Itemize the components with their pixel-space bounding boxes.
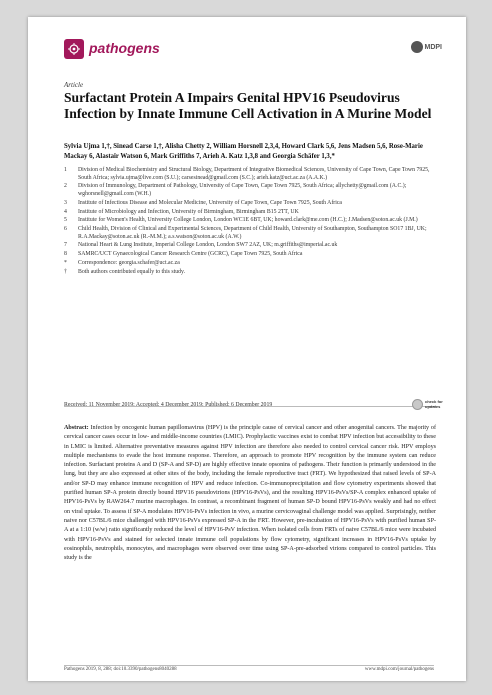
affiliation-text: Institute of Infectious Disease and Molecular Medicine, University of Cape Town, Cape Town 7925, South Africa <box>78 199 342 206</box>
affiliation-marker: 8 <box>64 251 67 258</box>
affiliation-item <box>64 251 436 259</box>
affiliation-item <box>64 269 436 277</box>
affiliation-text: Correspondence: georgia.schafer@uct.ac.za <box>78 260 180 267</box>
affiliation-item <box>64 260 436 268</box>
publisher-name: MDPI <box>424 43 442 51</box>
affiliation-text: Division of Medical Biochemistry and Structural Biology, Department of Integrative Biomedical Sciences, University of Cape Town, Cape Town 7925, South Africa; sylvia.ujma@live.com (S.U.); carsesinead@gmail.com (S.C.); arieh.katz@uct.ac.za (A.A.K.) <box>78 167 430 181</box>
affiliation-marker: 6 <box>64 226 67 233</box>
affiliation-text: Child Health, Division of Clinical and Experimental Sciences, Department of Child Health, University of Southampton, Southampton SO17 1BJ, UK; R.A.Mackay@soton.ac.uk (R.-M.M.); a.s.watson@soton.ac.uk (A.W.) <box>78 226 427 240</box>
footer-citation: Pathogens 2019, 8, 288; doi:10.3390/pathogens8040288 <box>64 667 177 672</box>
affiliation-marker: * <box>64 260 67 267</box>
affiliation-marker: † <box>64 268 67 275</box>
affiliation-item <box>64 209 436 217</box>
author-list: Sylvia Ujma 1,†, Sinead Carse 1,†, Alisha Chetty 2, William Horsnell 2,3,4, Howard Clark 5,6, Jens Madsen 5,6, Rose-Marie Mackay 6, Alastair Watson 6, Mark Griffiths 7, Arieh A. Katz 1,3,8 and Georgia Schäfer 1,3,* <box>64 143 423 160</box>
affiliation-text: SAMRC/UCT Gynaecological Cancer Research Centre (GCRC), Cape Town 7925, South Africa <box>78 251 303 258</box>
check-for-updates-button[interactable] <box>412 394 448 414</box>
journal-name: pathogens <box>89 40 160 56</box>
article-type: Article <box>64 81 84 89</box>
affiliation-marker: 5 <box>64 217 67 224</box>
affiliation-item <box>64 167 436 182</box>
journal-header <box>64 37 442 65</box>
paper-page <box>28 17 466 681</box>
affiliation-marker: 2 <box>64 183 67 190</box>
affiliation-marker: 7 <box>64 242 67 249</box>
history-divider <box>64 406 436 407</box>
affiliation-item <box>64 183 436 198</box>
journal-logo-icon <box>64 39 84 59</box>
publisher-logo <box>411 41 443 53</box>
abstract <box>64 424 436 563</box>
footer-journal-link[interactable]: www.mdpi.com/journal/pathogens <box>364 667 434 672</box>
affiliation-text: Institute for Women's Health, University College London, London WC1E 6BT, UK; howard.clark@me.com (H.C.); J.Madsen@soton.ac.uk (J.M.) <box>78 217 418 224</box>
affiliation-marker: 1 <box>64 167 67 173</box>
affiliation-item <box>64 242 436 250</box>
abstract-label: Abstract: <box>64 425 89 431</box>
affiliation-text: Division of Immunology, Department of Pathology, University of Cape Town, Cape Town 7925, South Africa; allychetty@gmail.com (A.C.); wghorsnell@gmail.com (W.H.) <box>78 183 407 197</box>
updates-label: check for updates <box>425 399 443 409</box>
affiliation-item <box>64 200 436 208</box>
affiliation-item <box>64 226 436 241</box>
affiliation-marker: 4 <box>64 208 67 215</box>
mdpi-logo-icon <box>411 41 423 53</box>
page-content <box>64 37 443 562</box>
updates-icon <box>412 399 423 410</box>
affiliation-item <box>64 217 436 225</box>
abstract-text: Infection by oncogenic human papillomavirus (HPV) is the principle cause of cervical cancer and other anogenital cancers. The majority of cervical cancer cases occur in low- and middle-income countries (LMIC). Prophylactic vaccines exist to combat HPV infection but accessibility to these in LMIC is limited. Alternative preventative measures against HPV infection are therefore also needed to control cervical cancer risk. HPV employs multiple mechanisms to evade the host immune response. Therefore, an approach to promote HPV recognition by the immune system can reduce infection. Surfactant proteins A and D (SP-A and SP-D) are highly effective innate opsonins of pathogens. Their function is primarily understood in the lung, but they are also expressed at other sites of the body, including the female reproductive tract (FRT). We hypothesized that raised levels of SP-A and/or SP-D may enhance immune recognition of HPV and reduce infection. Co-immunoprecipitation and flow cytometry experiments showed that purified human SP-A protein directly bound HPV16 pseudovirions (HPV16-PsVs), and the resulting HPV16-PsVs/SP-A complex enhanced uptake of HPV16-PsVs by RAW264.7 murine macrophages. In contrast, a recombinant fragment of human SP-D bound HPV16-PsVs weakly and had no effect on viral uptake. To assess if SP-A modulates HPV16-PsVs infection in vivo, a murine cervicovaginal challenge model was applied. Surprisingly, neither naive nor C57BL/6 mice challenged with HPV16-PsVs expressed SP-A in the FRT. However, pre-incubation of HPV16-PsVs with purified human SP-A at a 1:10 (w/w) ratio significantly reduced the level of HPV16-PsV infection. When isolated cells from FRTs of naive C57BL/6 mice were incubated with HPV16-PsVs and stained for selected innate immune cell populations by flow cytometry, significant increases in HPV16-PsVs uptake by eosinophils, neutrophils, monocytes, and macrophages were observed over time using SP-A-pre-adsorbed virions compared to control particles. This study is the <box>64 425 436 562</box>
publication-history: Received: 11 November 2019; Accepted: 4 December 2019; Published: 6 December 2019 <box>64 402 273 408</box>
affiliation-list <box>64 167 436 278</box>
affiliation-text: Both authors contributed equally to this study. <box>78 268 186 275</box>
affiliation-text: National Heart & Lung Institute, Imperial College London, London SW7 2AZ, UK; m.griffiths@imperial.ac.uk <box>78 242 338 249</box>
article-title: Surfactant Protein A Impairs Genital HPV16 Pseudovirus Infection by Innate Immune Cell Activation in A Murine Model <box>64 90 432 121</box>
affiliation-marker: 3 <box>64 199 67 206</box>
footer-divider <box>64 665 434 666</box>
affiliation-text: Institute of Microbiology and Infection, University of Birmingham, Birmingham B15 2TT, UK <box>78 208 299 215</box>
